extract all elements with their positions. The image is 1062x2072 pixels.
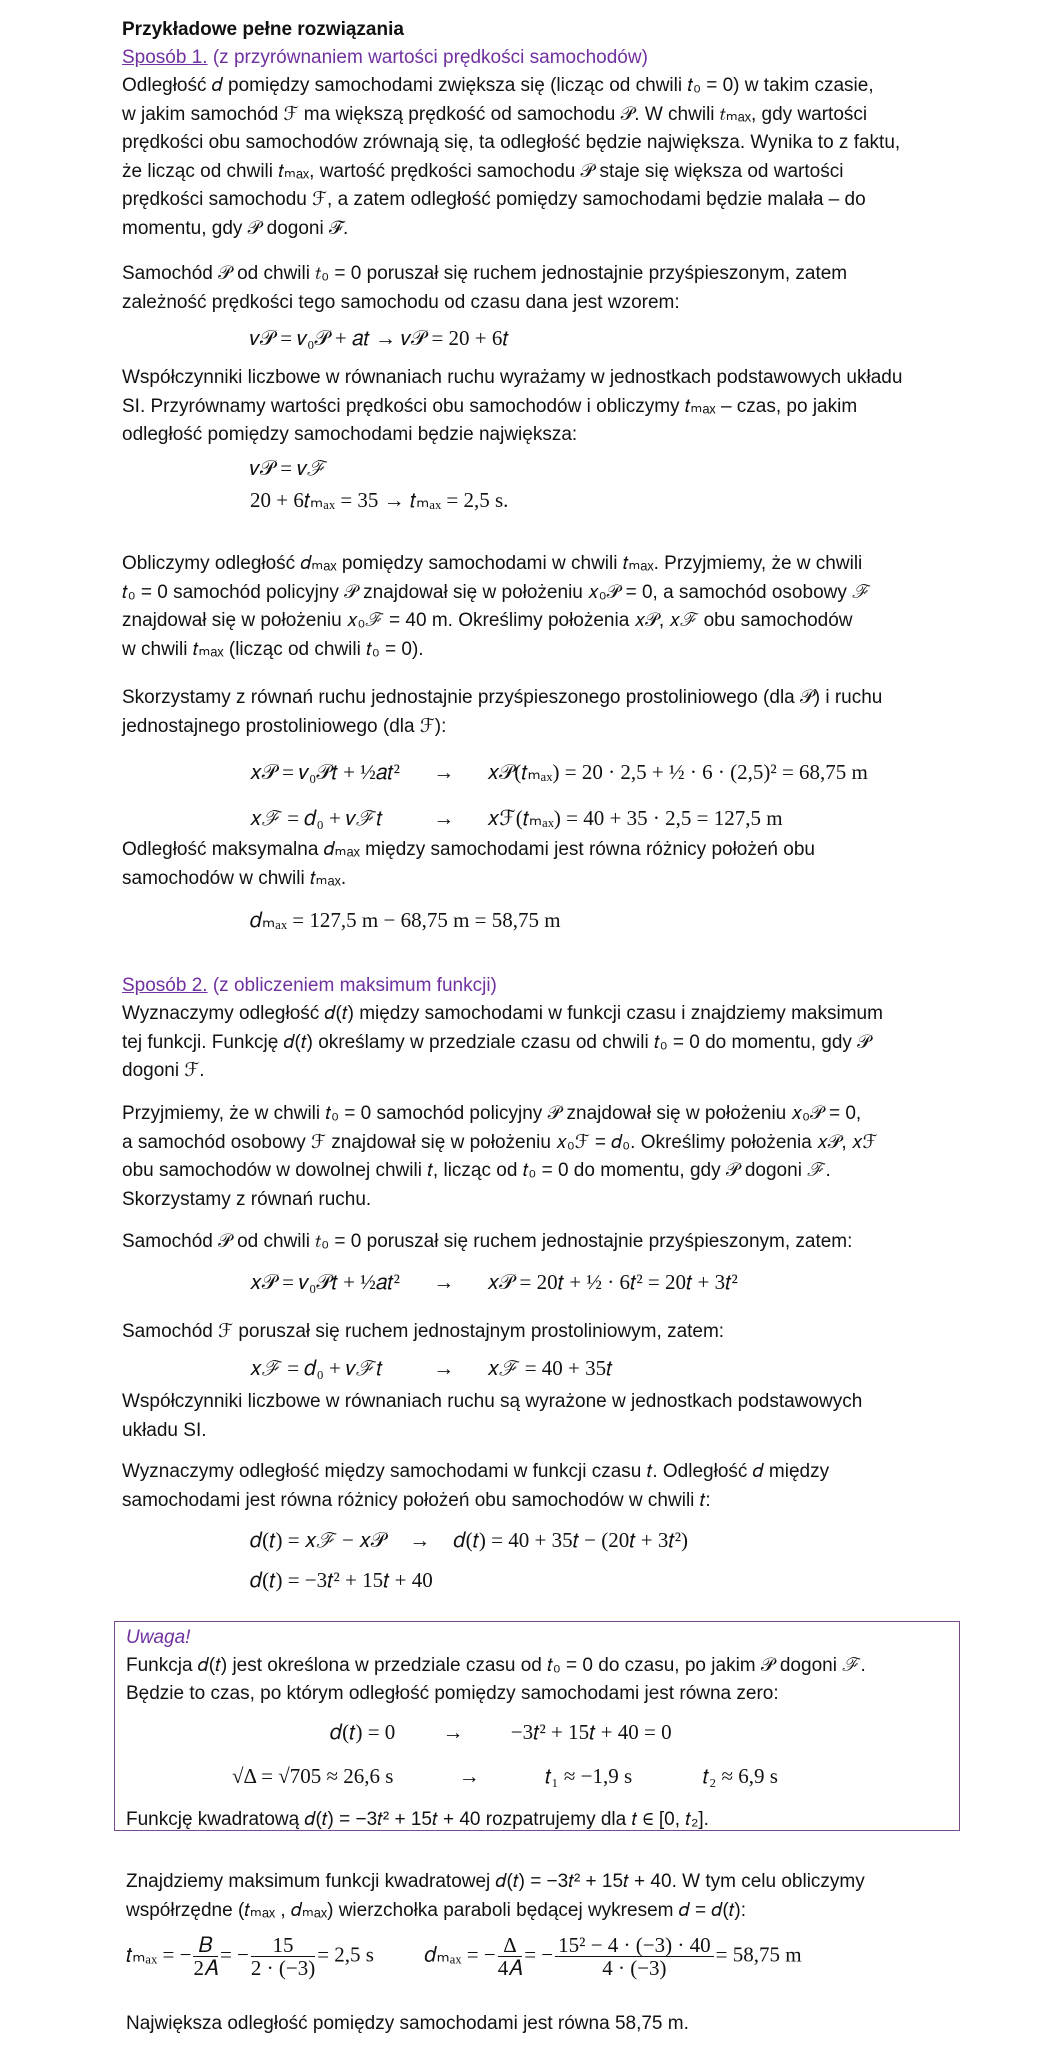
fraction <box>555 1934 713 1979</box>
equation-right: 𝑥𝒫(𝑡ₘₐₓ) = 20 · 2,5 + ½ · 6 · (2,5)² = 68,75 m <box>487 760 868 784</box>
method1-label: Sposób 1. <box>122 47 208 68</box>
text-line: prędkości samochodu ℱ, a zatem odległość pomiędzy samochodami będzie malała – do <box>122 189 866 210</box>
text-line: dogoni ℱ. <box>122 1060 205 1081</box>
equation-left: 𝑑(𝑡) = 𝑥ℱ − 𝑥𝒫 <box>250 1528 386 1552</box>
text-line: 𝑡₀ = 0 samochód policyjny 𝒫 znajdował się w położeniu 𝑥₀𝒫 = 0, a samochód osobowy ℱ <box>122 581 871 603</box>
equation-t1: 𝑡₁ ≈ −1,9 s <box>544 1764 633 1788</box>
text-line: prędkości obu samochodów zrównają się, ta odległość będzie największa. Wynika to z faktu, <box>122 132 901 153</box>
method1-paragraph-2 <box>122 260 952 317</box>
method1-paragraph-6 <box>122 836 952 893</box>
equation-left: 𝑑(𝑡) = 0 <box>330 1720 396 1744</box>
text-line: współrzędne (𝑡ₘₐₓ , 𝑑ₘₐₓ) wierzchołka paraboli będącej wykresem 𝑑 = 𝑑(𝑡): <box>126 1899 747 1921</box>
text-line: Obliczymy odległość 𝑑ₘₐₓ pomiędzy samochodami w chwili 𝑡ₘₐₓ. Przyjmiemy, że w chwili <box>122 553 863 574</box>
equation-right: −3𝑡² + 15𝑡 + 40 = 0 <box>510 1720 672 1744</box>
note-line-1: Funkcja 𝑑(𝑡) jest określona w przedziale czasu od 𝑡₀ = 0 do czasu, po jakim 𝒫 dogoni ℱ. <box>126 1655 866 1676</box>
text-line: Wyznaczymy odległość 𝑑(𝑡) między samochodami w funkcji czasu i znajdziemy maksimum <box>122 1003 883 1024</box>
text-line: Wyznaczymy odległość między samochodami w funkcji czasu 𝑡. Odległość 𝑑 między <box>122 1461 830 1482</box>
equation-dmax: 𝑑ₘₐₓ = 127,5 m − 68,75 m = 58,75 m <box>250 908 561 932</box>
arrow-icon: → <box>433 1270 455 1294</box>
method1-subtitle: (z przyrównaniem wartości prędkości samochodów) <box>212 47 648 68</box>
equation-t2: 𝑡₂ ≈ 6,9 s <box>702 1764 778 1788</box>
text-line: znajdował się w położeniu 𝑥₀ℱ = 40 m. Określimy położenia 𝑥𝒫, 𝑥ℱ obu samochodów <box>122 610 853 631</box>
method1-paragraph-3 <box>122 364 952 450</box>
numerator: 𝐵 <box>193 1934 218 1957</box>
method2-paragraph-2 <box>122 1100 952 1214</box>
method1-paragraph-5 <box>122 684 952 741</box>
equation-left: 𝑥𝒫 = 𝑣₀𝒫𝑡 + ½𝑎𝑡² <box>250 760 400 784</box>
tmax-result: = 2,5 s <box>317 1942 374 1967</box>
arrow-icon: → <box>433 806 455 830</box>
numerator: 15 <box>251 1934 315 1957</box>
denominator: 2𝐴 <box>193 1956 218 1980</box>
text-line: SI. Przyrównamy wartości prędkości obu samochodów i obliczymy 𝑡ₘₐₓ – czas, po jakim <box>122 395 858 417</box>
text-line: Odległość maksymalna 𝑑ₘₐₓ między samochodami jest równa różnicy położeń obu <box>122 839 815 860</box>
fraction <box>193 1934 218 1979</box>
text-line: w chwili 𝑡ₘₐₓ (licząc od chwili 𝑡₀ = 0). <box>122 638 424 660</box>
arrow-icon: → <box>433 1356 455 1380</box>
equation-position-police-2 <box>250 1270 738 1295</box>
text-line: tej funkcji. Funkcję 𝑑(𝑡) określamy w przedziale czasu od chwili 𝑡₀ = 0 do momentu, gdy 𝒫 <box>122 1031 871 1053</box>
text-line: obu samochodów w dowolnej chwili 𝑡, licząc od 𝑡₀ = 0 do momentu, gdy 𝒫 dogoni ℱ. <box>122 1160 831 1181</box>
note-line-2: Będzie to czas, po którym odległość pomiędzy samochodami jest równa zero: <box>126 1683 779 1704</box>
equation-right: 𝑑(𝑡) = 40 + 35𝑡 − (20𝑡 + 3𝑡²) <box>453 1528 689 1552</box>
text-line: a samochód osobowy ℱ znajdował się w położeniu 𝑥₀ℱ = 𝑑₀. Określimy położenia 𝑥𝒫, 𝑥ℱ <box>122 1131 878 1153</box>
arrow-icon: → <box>433 760 455 784</box>
equation-right: 𝑥ℱ(𝑡ₘₐₓ) = 40 + 35 · 2,5 = 127,5 m <box>487 806 783 830</box>
text-line: Współczynniki liczbowe w równaniach ruchu wyrażamy w jednostkach podstawowych układu <box>122 367 903 388</box>
text-line: Skorzystamy z równań ruchu. <box>122 1188 372 1210</box>
text-line: Samochód 𝒫 od chwili 𝑡₀ = 0 poruszał się ruchem jednostajnie przyśpieszonym, zatem <box>122 263 848 284</box>
text-line: samochodami jest równa różnicy położeń obu samochodów w chwili 𝑡: <box>122 1489 711 1511</box>
method2-paragraph-5 <box>122 1388 952 1445</box>
equation-position-car <box>250 806 783 831</box>
method2-paragraph-1 <box>122 1000 952 1086</box>
numerator: 15² − 4 · (−3) · 40 <box>555 1934 713 1957</box>
method2-label: Sposób 2. <box>122 975 208 996</box>
text-line: momentu, gdy 𝒫 dogoni ℱ. <box>122 217 349 239</box>
method2-heading <box>122 972 952 1001</box>
text-line: Przyjmiemy, że w chwili 𝑡₀ = 0 samochód policyjny 𝒫 znajdował się w położeniu 𝑥₀𝒫 = 0, <box>122 1103 862 1124</box>
arrow-icon: → <box>409 1528 431 1552</box>
equation-position-police <box>250 760 868 785</box>
text-line: Współczynniki liczbowe w równaniach ruchu są wyrażone w jednostkach podstawowych <box>122 1391 863 1412</box>
method2-subtitle: (z obliczeniem maksimum funkcji) <box>212 975 497 996</box>
text-line: w jakim samochód ℱ ma większą prędkość od samochodu 𝒫. W chwili 𝑡ₘₐₓ, gdy wartości <box>122 103 868 125</box>
method1-paragraph-4 <box>122 550 952 664</box>
tmax-symbol: 𝑡ₘₐₓ <box>126 1942 158 1967</box>
method2-paragraph-4: Samochód ℱ poruszał się ruchem jednostajnym prostoliniowym, zatem: <box>122 1321 725 1342</box>
method2-paragraph-6 <box>122 1458 952 1515</box>
dmax-result: = 58,75 m <box>715 1942 802 1967</box>
fraction <box>251 1934 315 1979</box>
equation-velocity: 𝑣𝒫 = 𝑣₀𝒫 + 𝑎𝑡 → 𝑣𝒫 = 20 + 6𝑡 <box>250 326 509 350</box>
equation-delta: √Δ = √705 ≈ 26,6 s <box>232 1764 394 1788</box>
equation-left: 𝑥ℱ = 𝑑₀ + 𝑣ℱ𝑡 <box>250 1356 383 1380</box>
text-line: Znajdziemy maksimum funkcji kwadratowej 𝑑(𝑡) = −3𝑡² + 15𝑡 + 40. W tym celu obliczymy <box>126 1871 865 1892</box>
arrow-icon: → <box>442 1720 464 1744</box>
denominator: 2 · (−3) <box>250 1956 316 1980</box>
denominator: 4𝐴 <box>497 1956 523 1980</box>
fraction <box>498 1934 523 1979</box>
method2-paragraph-3: Samochód 𝒫 od chwili 𝑡₀ = 0 poruszał się ruchem jednostajnie przyśpieszonym, zatem: <box>122 1231 853 1252</box>
equation-left: 𝑥𝒫 = 𝑣₀𝒫𝑡 + ½𝑎𝑡² <box>250 1270 400 1294</box>
equation-right: 𝑥𝒫 = 20𝑡 + ½ · 6𝑡² = 20𝑡 + 3𝑡² <box>487 1270 738 1294</box>
conclusion: Największa odległość pomiędzy samochodami jest równa 58,75 m. <box>126 2013 689 2034</box>
text-line: samochodów w chwili 𝑡ₘₐₓ. <box>122 867 347 889</box>
text-line: jednostajnego prostoliniowego (dla ℱ): <box>122 715 447 737</box>
equation-left: 𝑥ℱ = 𝑑₀ + 𝑣ℱ𝑡 <box>250 806 383 830</box>
equation-vertex: 𝑡ₘₐₓ = − $\frac{\text{𝐵}}{\text{2𝐴}}$ = − $\frac{15}{2 \cdot (-3)}$ = 2,5 s 𝑑ₘₐₓ = − $\frac{\Delta}{\text{4𝐴}}$ = − $\frac{\text{15² − 4 · (−3) · 40}}{4 \cdot (-3)}$ = 58,75 m <box>126 1933 802 1980</box>
equation-distance-quadratic: 𝑑(𝑡) = −3𝑡² + 15𝑡 + 40 <box>250 1568 433 1592</box>
equation-tmax: 20 + 6𝑡ₘₐₓ = 35 → 𝑡ₘₐₓ = 2,5 s. <box>250 488 509 512</box>
text-line: układu SI. <box>122 1419 207 1441</box>
method1-paragraph-1 <box>122 72 952 243</box>
method2-paragraph-7 <box>126 1868 956 1925</box>
text-line: że licząc od chwili 𝑡ₘₐₓ, wartość prędkości samochodu 𝒫 staje się większa od wartości <box>122 160 844 182</box>
equation-root-condition <box>330 1720 672 1745</box>
text-line: odległość pomiędzy samochodami będzie największa: <box>122 424 578 445</box>
text-line: Skorzystamy z równań ruchu jednostajnie przyśpieszonego prostoliniowego (dla 𝒫) i ruchu <box>122 687 883 708</box>
equation-velocity-equal: 𝑣𝒫 = 𝑣ℱ <box>250 456 328 480</box>
numerator: Δ <box>498 1934 523 1957</box>
dmax-symbol: 𝑑ₘₐₓ <box>424 1942 462 1967</box>
note-title: Uwaga! <box>126 1627 191 1648</box>
text-line: zależność prędkości tego samochodu od czasu dana jest wzorem: <box>122 291 680 313</box>
method1-heading <box>122 44 952 73</box>
note-line-3: Funkcję kwadratową 𝑑(𝑡) = −3𝑡² + 15𝑡 + 40 rozpatrujemy dla 𝑡 ∈ [0, 𝑡₂]. <box>126 1809 709 1830</box>
equation-right: 𝑥ℱ = 40 + 35𝑡 <box>487 1356 613 1380</box>
page-title: Przykładowe pełne rozwiązania <box>122 19 404 40</box>
arrow-icon: → <box>458 1764 480 1788</box>
text-line: Odległość 𝑑 pomiędzy samochodami zwiększa się (licząc od chwili 𝑡₀ = 0) w takim czasie, <box>122 75 874 96</box>
equation-roots <box>232 1764 778 1789</box>
equation-distance-diff <box>250 1528 688 1553</box>
denominator: 4 · (−3) <box>602 1956 667 1980</box>
equation-position-car-2 <box>250 1356 612 1381</box>
